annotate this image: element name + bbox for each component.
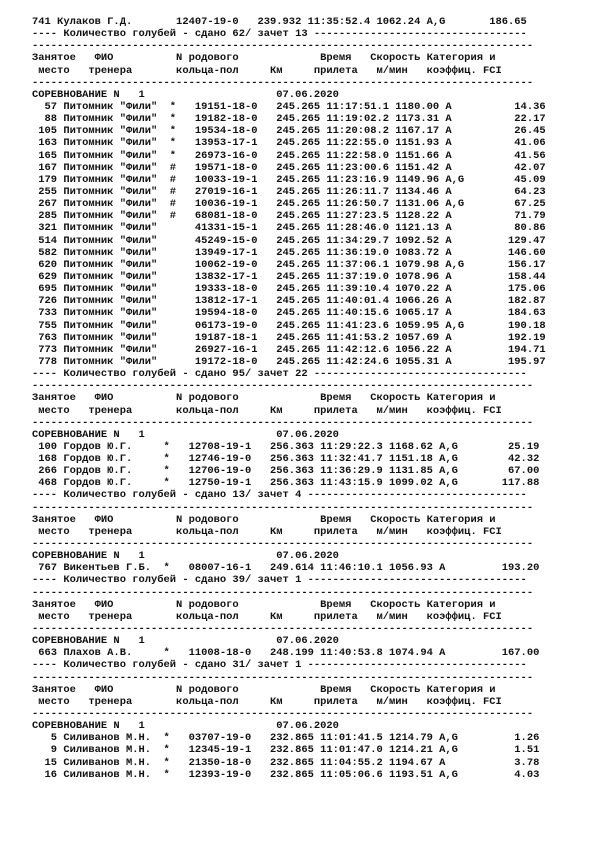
pigeon-count-summary: ---- Количество голубей - сдано 62/ зачет 13 ---------------------------------- (32, 28, 527, 41)
separator-rule: -------------------------------------------------------------------------------- (32, 416, 534, 429)
separator-rule: -------------------------------------------------------------------------------- (32, 538, 534, 551)
competition-heading: СОРЕВНОВАНИЕ N 1 07.06.2020 (32, 88, 339, 101)
separator-rule: -------------------------------------------------------------------------------- (32, 40, 534, 53)
competition-heading: СОРЕВНОВАНИЕ N 1 07.06.2020 (32, 635, 339, 648)
result-row: 741 Кулаков Г.Д. 12407-19-0 239.932 11:35:52.4 1062.24 A,G 186.65 (32, 16, 527, 28)
result-row: 755 Питомник "Фили" 06173-19-0 245.265 11:41:23.6 1059.95 A,G 190.18 (32, 319, 546, 332)
pigeon-count-summary: ---- Количество голубей - сдано 13/ зачет 4 ----------------------------------- (32, 489, 527, 502)
column-header-line-2: место тренера кольца-пол Км прилета м/мин коэффиц. FCI (32, 695, 502, 708)
result-row: 763 Питомник "Фили" 19187-18-1 245.265 11:41:53.2 1057.69 A 192.19 (32, 331, 546, 344)
column-header-line-1: Занятое ФИО N родового Время Скорость Категория и (32, 52, 496, 65)
separator-rule: -------------------------------------------------------------------------------- (32, 623, 534, 636)
result-row: 767 Викентьев Г.Б. * 08007-16-1 249.614 11:46:10.1 1056.93 A 193.20 (32, 562, 540, 575)
column-header-line-2: место тренера кольца-пол Км прилета м/мин коэффиц. FCI (32, 64, 502, 77)
result-row: 663 Плахов А.В. * 11008-18-0 248.199 11:40:53.8 1074.94 A 167.00 (32, 647, 540, 660)
result-row: 468 Гордов Ю.Г. * 12750-19-1 256.363 11:43:15.9 1099.02 A,G 117.88 (32, 477, 540, 490)
column-header-line-1: Занятое ФИО N родового Время Скорость Категория и (32, 598, 496, 611)
result-row: 167 Питомник "Фили" # 19571-18-0 245.265 11:23:00.6 1151.42 A 42.07 (32, 161, 546, 174)
result-row: 514 Питомник "Фили" 45249-15-0 245.265 11:34:29.7 1092.52 A 129.47 (32, 234, 546, 247)
result-row: 267 Питомник "Фили" # 10036-19-1 245.265 11:26:50.7 1131.06 A,G 67.25 (32, 198, 546, 211)
separator-rule: -------------------------------------------------------------------------------- (32, 708, 534, 721)
column-header-line-2: место тренера кольца-пол Км прилета м/мин коэффиц. FCI (32, 610, 502, 623)
result-row: 773 Питомник "Фили" 26927-16-1 245.265 11:42:12.6 1056.22 A 194.71 (32, 343, 546, 356)
result-row: 16 Силиванов М.Н. * 12393-19-0 232.865 11:05:06.6 1193.51 A,G 4.03 (32, 768, 540, 781)
result-row: 778 Питомник "Фили" 19172-18-0 245.265 11:42:24.6 1055.31 A 195.97 (32, 355, 546, 368)
pigeon-count-summary: ---- Количество голубей - сдано 31/ зачет 1 ----------------------------------- (32, 659, 527, 672)
result-row: 5 Силиванов М.Н. * 03707-19-0 232.865 11:01:41.5 1214.79 A,G 1.26 (32, 732, 540, 745)
result-row: 726 Питомник "Фили" 13812-17-1 245.265 11:40:01.4 1066.26 A 182.87 (32, 295, 546, 308)
result-row: 629 Питомник "Фили" 13832-17-1 245.265 11:37:19.0 1078.96 A 158.44 (32, 270, 546, 283)
result-row: 100 Гордов Ю.Г. * 12708-19-1 256.363 11:29:22.3 1168.62 A,G 25.19 (32, 440, 540, 453)
column-header-line-1: Занятое ФИО N родового Время Скорость Категория и (32, 392, 496, 405)
competition-heading: СОРЕВНОВАНИЕ N 1 07.06.2020 (32, 550, 339, 563)
result-row: 168 Гордов Ю.Г. * 12746-19-0 256.363 11:32:41.7 1151.18 A,G 42.32 (32, 453, 540, 466)
result-row: 165 Питомник "Фили" * 26973-16-0 245.265 11:22:58.0 1151.66 A 41.56 (32, 149, 546, 162)
result-row: 255 Питомник "Фили" # 27019-16-1 245.265 11:26:11.7 1134.46 A 64.23 (32, 185, 546, 198)
result-row: 57 Питомник "Фили" * 19151-18-0 245.265 11:17:51.1 1180.00 A 14.36 (32, 100, 546, 113)
column-header-line-2: место тренера кольца-пол Км прилета м/мин коэффиц. FCI (32, 525, 502, 538)
result-row: 88 Питомник "Фили" * 19182-18-0 245.265 11:19:02.2 1173.31 A 22.17 (32, 113, 546, 126)
result-row: 179 Питомник "Фили" # 10033-19-1 245.265 11:23:16.9 1149.96 A,G 45.09 (32, 173, 546, 186)
result-row: 620 Питомник "Фили" 10062-19-0 245.265 11:37:06.1 1079.98 A,G 156.17 (32, 258, 546, 271)
result-row: 733 Питомник "Фили" 19594-18-0 245.265 11:40:15.6 1065.17 A 184.63 (32, 307, 546, 320)
result-row: 163 Питомник "Фили" * 13953-17-1 245.265 11:22:55.0 1151.93 A 41.06 (32, 137, 546, 150)
result-row: 105 Питомник "Фили" * 19534-18-0 245.265 11:20:08.2 1167.17 A 26.45 (32, 125, 546, 138)
separator-rule: -------------------------------------------------------------------------------- (32, 76, 534, 89)
column-header-line-2: место тренера кольца-пол Км прилета м/мин коэффиц. FCI (32, 404, 502, 417)
result-row: 9 Силиванов М.Н. * 12345-19-1 232.865 11:01:47.0 1214.21 A,G 1.51 (32, 744, 540, 757)
separator-rule: -------------------------------------------------------------------------------- (32, 586, 534, 599)
pigeon-count-summary: ---- Количество голубей - сдано 39/ зачет 1 ----------------------------------- (32, 574, 527, 587)
competition-heading: СОРЕВНОВАНИЕ N 1 07.06.2020 (32, 720, 339, 733)
result-row: 285 Питомник "Фили" # 68081-18-0 245.265 11:27:23.5 1128.22 A 71.79 (32, 210, 546, 223)
column-header-line-1: Занятое ФИО N родового Время Скорость Категория и (32, 683, 496, 696)
separator-rule: -------------------------------------------------------------------------------- (32, 501, 534, 514)
separator-rule: -------------------------------------------------------------------------------- (32, 671, 534, 684)
result-row: 15 Силиванов М.Н. * 21350-18-0 232.865 11:04:55.2 1194.67 A 3.78 (32, 756, 540, 769)
result-row: 695 Питомник "Фили" 19333-18-0 245.265 11:39:10.4 1070.22 A 175.06 (32, 283, 546, 296)
pigeon-count-summary: ---- Количество голубей - сдано 95/ зачет 22 ---------------------------------- (32, 368, 527, 381)
column-header-line-1: Занятое ФИО N родового Время Скорость Категория и (32, 513, 496, 526)
separator-rule: -------------------------------------------------------------------------------- (32, 380, 534, 393)
result-row: 321 Питомник "Фили" 41331-15-1 245.265 11:28:46.0 1121.13 A 80.86 (32, 222, 546, 235)
result-row: 582 Питомник "Фили" 13949-17-1 245.265 11:36:19.0 1083.72 A 146.60 (32, 246, 546, 259)
competition-heading: СОРЕВНОВАНИЕ N 1 07.06.2020 (32, 428, 339, 441)
result-row: 266 Гордов Ю.Г. * 12706-19-0 256.363 11:36:29.9 1131.85 A,G 67.00 (32, 465, 540, 478)
